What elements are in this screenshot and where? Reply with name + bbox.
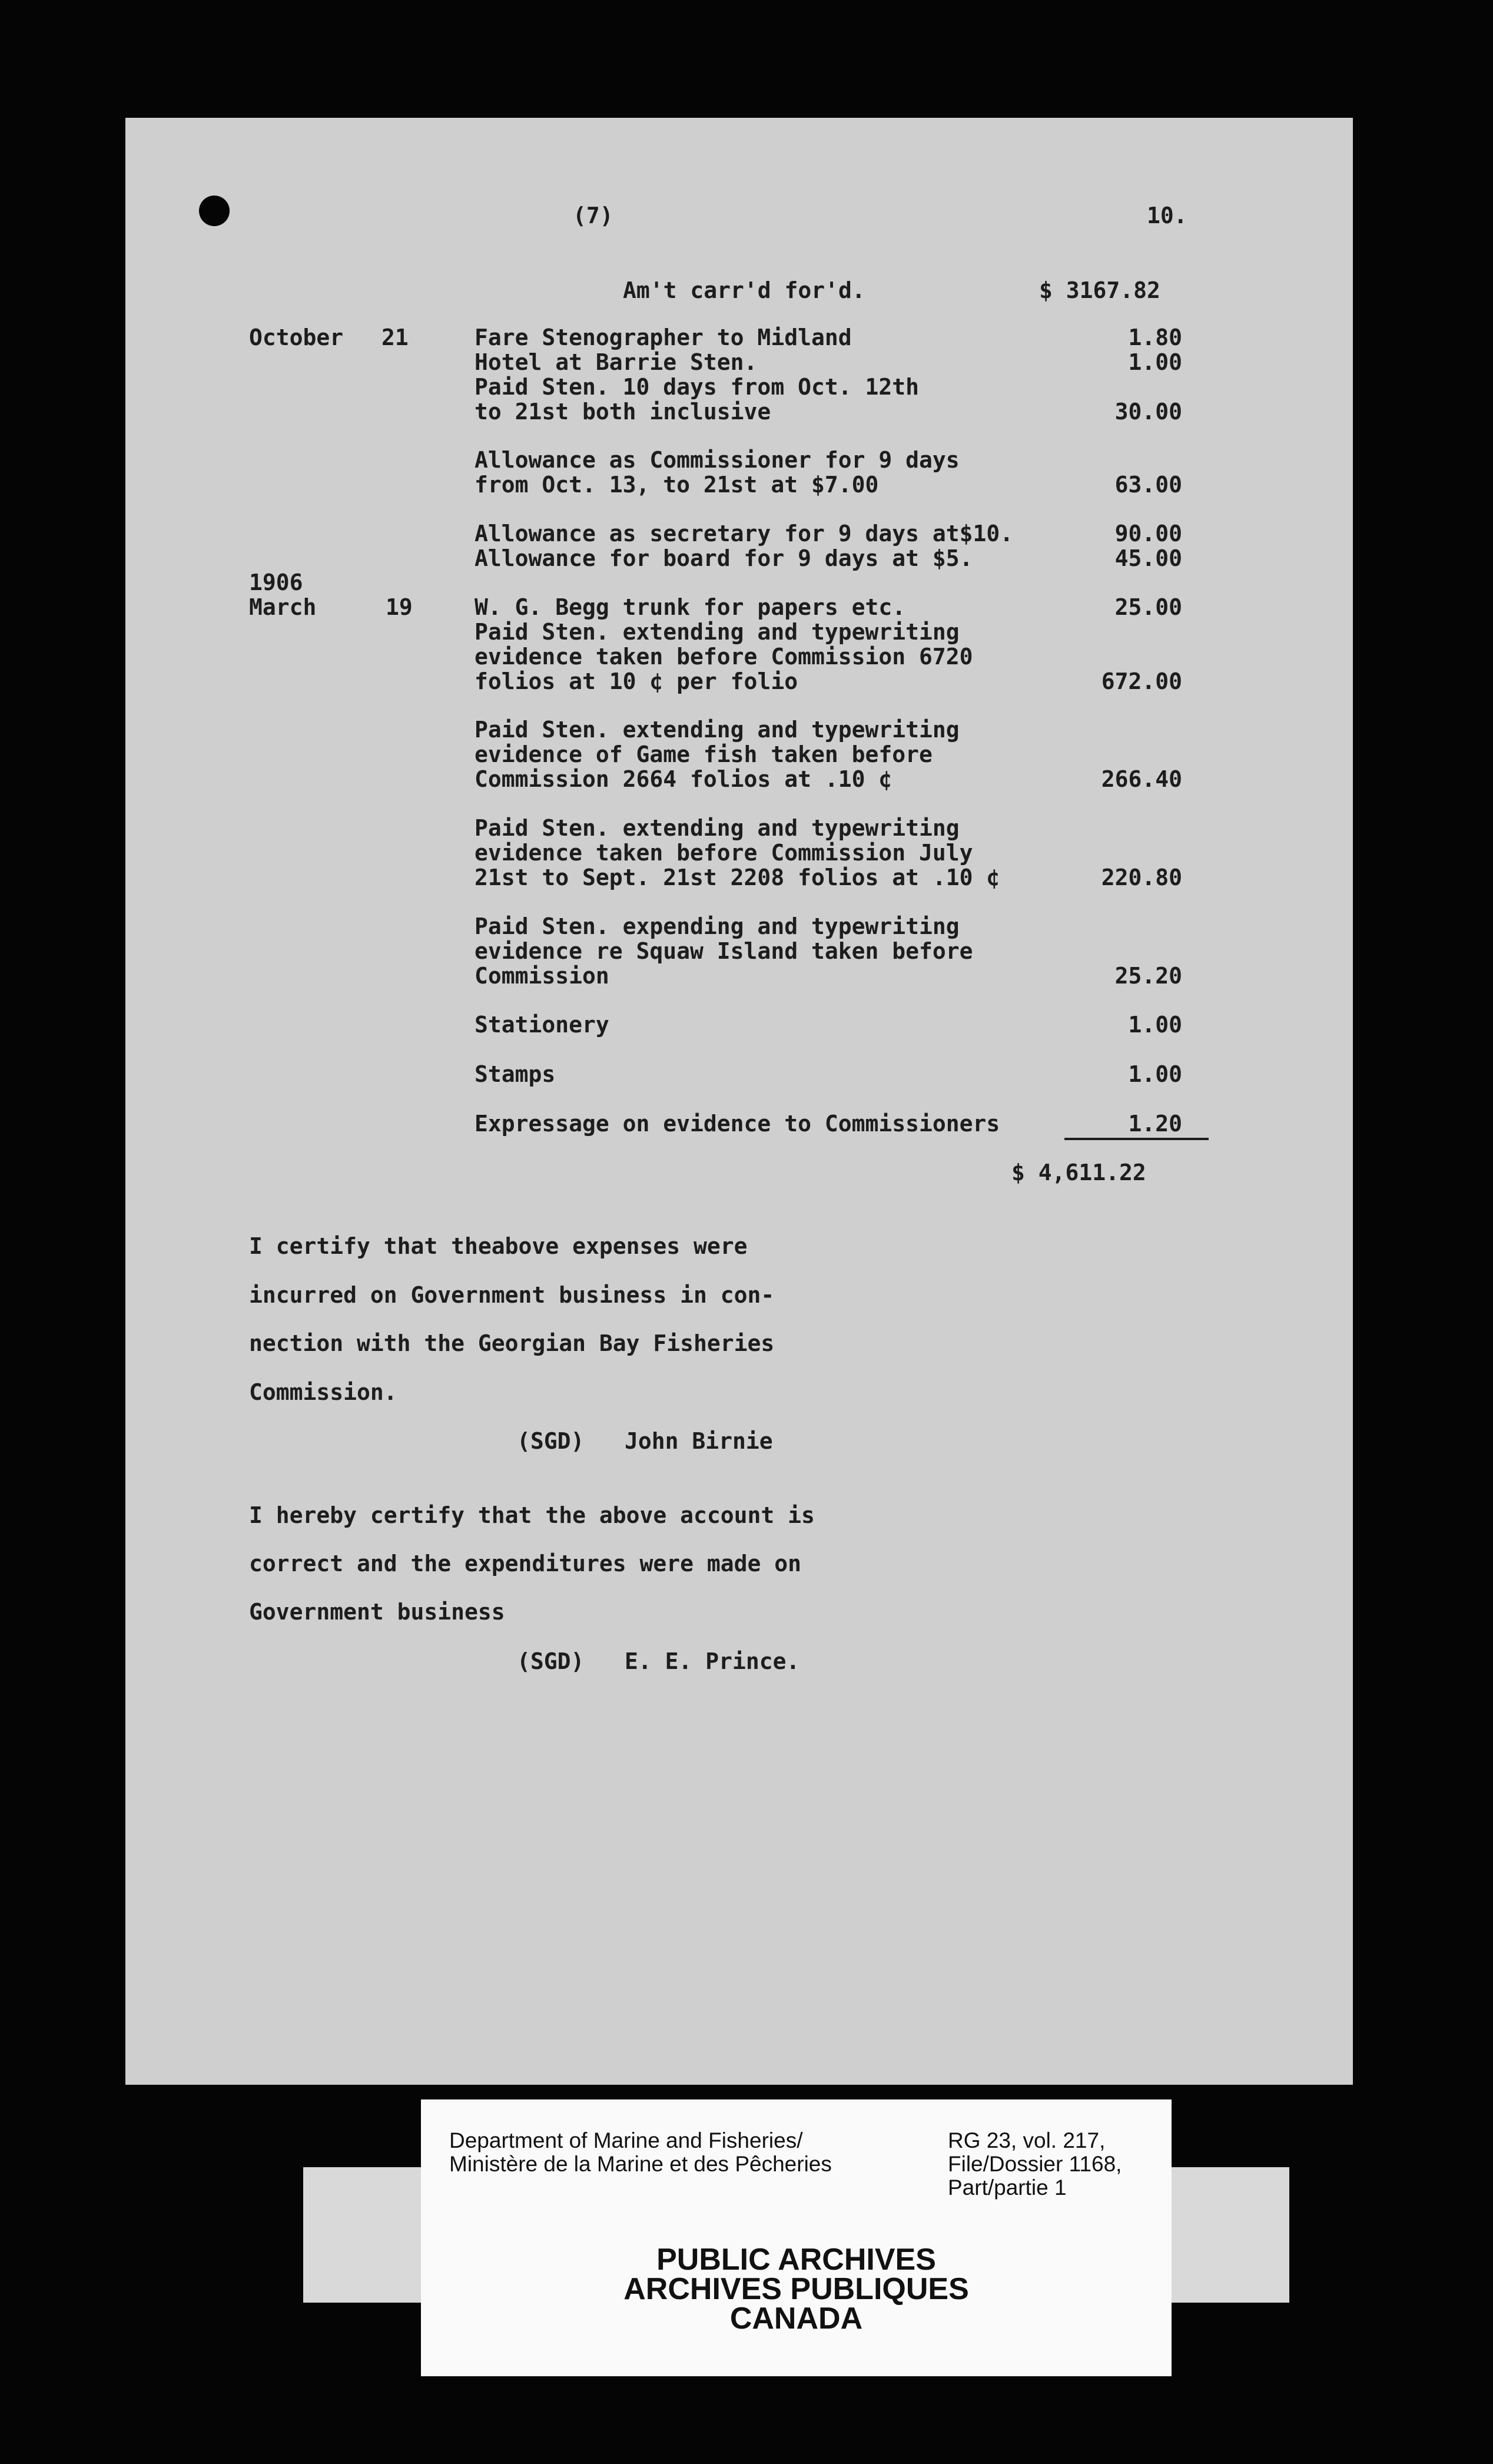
entry-amount: 30.00 bbox=[1114, 399, 1182, 425]
signature-birnie: (SGD) John Birnie bbox=[517, 1428, 773, 1454]
entry-amount: 90.00 bbox=[1114, 521, 1182, 547]
entry-amount: 672.00 bbox=[1101, 668, 1182, 694]
entry-line: Paid Sten. extending and typewriting bbox=[475, 717, 960, 743]
entry-line: folios at 10 ¢ per folio bbox=[475, 668, 798, 694]
entry-line: evidence taken before Commission July bbox=[475, 840, 973, 866]
entry-line: from Oct. 13, to 21st at $7.00 bbox=[475, 472, 879, 498]
entry-line: Allowance for board for 9 days at $5. bbox=[475, 545, 973, 571]
department-fr: Ministère de la Marine et des Pêcheries bbox=[449, 2152, 832, 2176]
signature-prince: (SGD) E. E. Prince. bbox=[517, 1648, 800, 1674]
archive-reference-1: RG 23, vol. 217, bbox=[948, 2128, 1106, 2152]
archives-en: PUBLIC ARCHIVES bbox=[656, 2243, 936, 2277]
entry-line: Paid Sten. expending and typewriting bbox=[475, 913, 960, 939]
archive-reference-2: File/Dossier 1168, bbox=[948, 2152, 1122, 2176]
archive-label bbox=[421, 2099, 1172, 2376]
entry-line: Stamps bbox=[475, 1061, 556, 1087]
entry-amount: 1.00 bbox=[1128, 1061, 1182, 1087]
certification-line: I hereby certify that the above account is bbox=[249, 1502, 815, 1528]
entry-line: W. G. Begg trunk for papers etc. bbox=[475, 594, 906, 620]
page-marker: (7) bbox=[573, 203, 613, 228]
certification-line: incurred on Government business in con- bbox=[249, 1282, 775, 1308]
entry-year: 1906 bbox=[249, 569, 303, 595]
certification-line: I certify that theabove expenses were bbox=[249, 1233, 748, 1259]
total-rule bbox=[1064, 1138, 1209, 1140]
entry-date: March bbox=[249, 594, 317, 620]
entry-amount: 25.20 bbox=[1114, 963, 1182, 989]
certification-line: nection with the Georgian Bay Fisheries bbox=[249, 1330, 775, 1356]
entry-line: Commission 2664 folios at .10 ¢ bbox=[475, 766, 893, 792]
carried-forward-amount: $ 3167.82 bbox=[1039, 277, 1160, 303]
entry-amount: 63.00 bbox=[1114, 472, 1182, 498]
label-tab-right bbox=[1172, 2167, 1289, 2303]
total-amount: $ 4,611.22 bbox=[1011, 1160, 1146, 1185]
entry-line: Allowance as Commissioner for 9 days bbox=[475, 447, 960, 473]
certification-line: correct and the expenditures were made on bbox=[249, 1551, 801, 1577]
entry-amount: 1.80 bbox=[1128, 324, 1182, 350]
archive-reference-3: Part/partie 1 bbox=[948, 2175, 1067, 2200]
entry-line: 21st to Sept. 21st 2208 folios at .10 ¢ bbox=[475, 865, 1000, 890]
entry-line: Paid Sten. extending and typewriting bbox=[475, 619, 960, 645]
entry-line: evidence re Squaw Island taken before bbox=[475, 938, 973, 964]
entry-line: evidence taken before Commission 6720 bbox=[475, 644, 973, 670]
entry-line: Expressage on evidence to Commissioners bbox=[475, 1111, 1000, 1137]
entry-amount: 25.00 bbox=[1114, 594, 1182, 620]
carried-forward-label: Am't carr'd for'd. bbox=[623, 277, 865, 303]
entry-amount: 1.00 bbox=[1128, 1012, 1182, 1038]
punch-hole bbox=[199, 196, 230, 226]
archives-country: CANADA bbox=[729, 2301, 863, 2336]
entry-day: 21 bbox=[381, 324, 409, 350]
entry-amount: 1.20 bbox=[1128, 1111, 1182, 1137]
entry-line: Fare Stenographer to Midland bbox=[475, 324, 852, 350]
certification-line: Commission. bbox=[249, 1379, 397, 1405]
department-en: Department of Marine and Fisheries/ bbox=[449, 2128, 803, 2152]
entry-line: Stationery bbox=[475, 1012, 609, 1038]
entry-amount: 220.80 bbox=[1101, 865, 1182, 890]
entry-amount: 1.00 bbox=[1128, 349, 1182, 375]
entry-line: Allowance as secretary for 9 days at$10. bbox=[475, 521, 1014, 547]
entry-line: Paid Sten. 10 days from Oct. 12th bbox=[475, 374, 919, 400]
label-tab-left bbox=[303, 2167, 421, 2303]
entry-line: to 21st both inclusive bbox=[475, 399, 771, 425]
certification-line: Government business bbox=[249, 1599, 505, 1625]
entry-line: Paid Sten. extending and typewriting bbox=[475, 815, 960, 841]
archives-fr: ARCHIVES PUBLIQUES bbox=[623, 2272, 969, 2306]
ledger-sheet bbox=[125, 118, 1353, 2085]
entry-line: evidence of Game fish taken before bbox=[475, 741, 933, 767]
entry-amount: 266.40 bbox=[1101, 766, 1182, 792]
entry-line: Commission bbox=[475, 963, 609, 989]
entry-date: October bbox=[249, 324, 344, 350]
page-number: 10. bbox=[1147, 203, 1187, 228]
entry-day: 19 bbox=[386, 594, 413, 620]
entry-amount: 45.00 bbox=[1114, 545, 1182, 571]
entry-line: Hotel at Barrie Sten. bbox=[475, 349, 758, 375]
